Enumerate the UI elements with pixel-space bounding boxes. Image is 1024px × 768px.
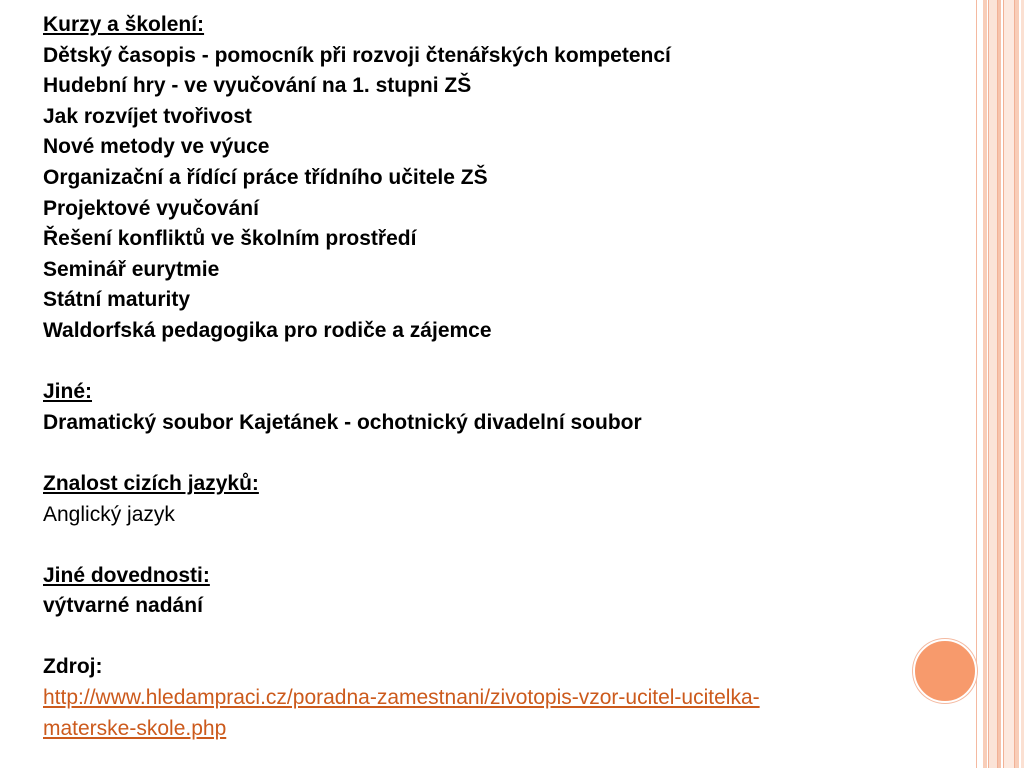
other-heading: Jiné:	[43, 380, 93, 404]
course-item: Nové metody ve výuce	[43, 135, 270, 159]
decor-stripe	[998, 0, 1001, 768]
course-item: Seminář eurytmie	[43, 257, 220, 281]
other-item: Dramatický soubor Kajetánek - ochotnický divadelní soubor	[43, 410, 642, 434]
course-item: Státní maturity	[43, 288, 191, 312]
course-item: Řešení konfliktů ve školním prostředí	[43, 227, 417, 251]
decor-stripe	[1003, 0, 1015, 768]
language-item: Anglický jazyk	[43, 502, 175, 526]
decor-stripe	[983, 0, 987, 768]
source-label: Zdroj:	[43, 655, 103, 679]
spacer	[43, 347, 923, 378]
source-link-line-1[interactable]: http://www.hledampraci.cz/poradna-zamestnani/zivotopis-vzor-ucitel-ucitelka-	[43, 686, 760, 710]
slide-content	[43, 10, 923, 744]
decor-stripe	[1015, 0, 1019, 768]
source-link-line-2[interactable]: materske-skole.php	[43, 716, 227, 740]
course-item: Jak rozvíjet tvořivost	[43, 104, 252, 128]
course-item: Waldorfská pedagogika pro rodiče a zájemce	[43, 318, 492, 342]
courses-heading: Kurzy a školení:	[43, 13, 205, 36]
decor-stripe	[976, 0, 977, 768]
skills-heading: Jiné dovednosti:	[43, 563, 210, 587]
skill-item: výtvarné nadání	[43, 594, 203, 618]
spacer	[43, 530, 923, 561]
course-item: Dětský časopis - pomocník při rozvoji čtenářských kompetencí	[43, 43, 671, 67]
languages-heading: Znalost cizích jazyků:	[43, 471, 259, 495]
spacer	[43, 438, 923, 469]
course-item: Organizační a řídící práce třídního učitele ZŠ	[43, 165, 488, 189]
spacer	[43, 622, 923, 653]
course-item: Projektové vyučování	[43, 196, 259, 220]
decor-stripe	[988, 0, 998, 768]
course-item: Hudební hry - ve vyučování na 1. stupni ZŠ	[43, 74, 472, 98]
